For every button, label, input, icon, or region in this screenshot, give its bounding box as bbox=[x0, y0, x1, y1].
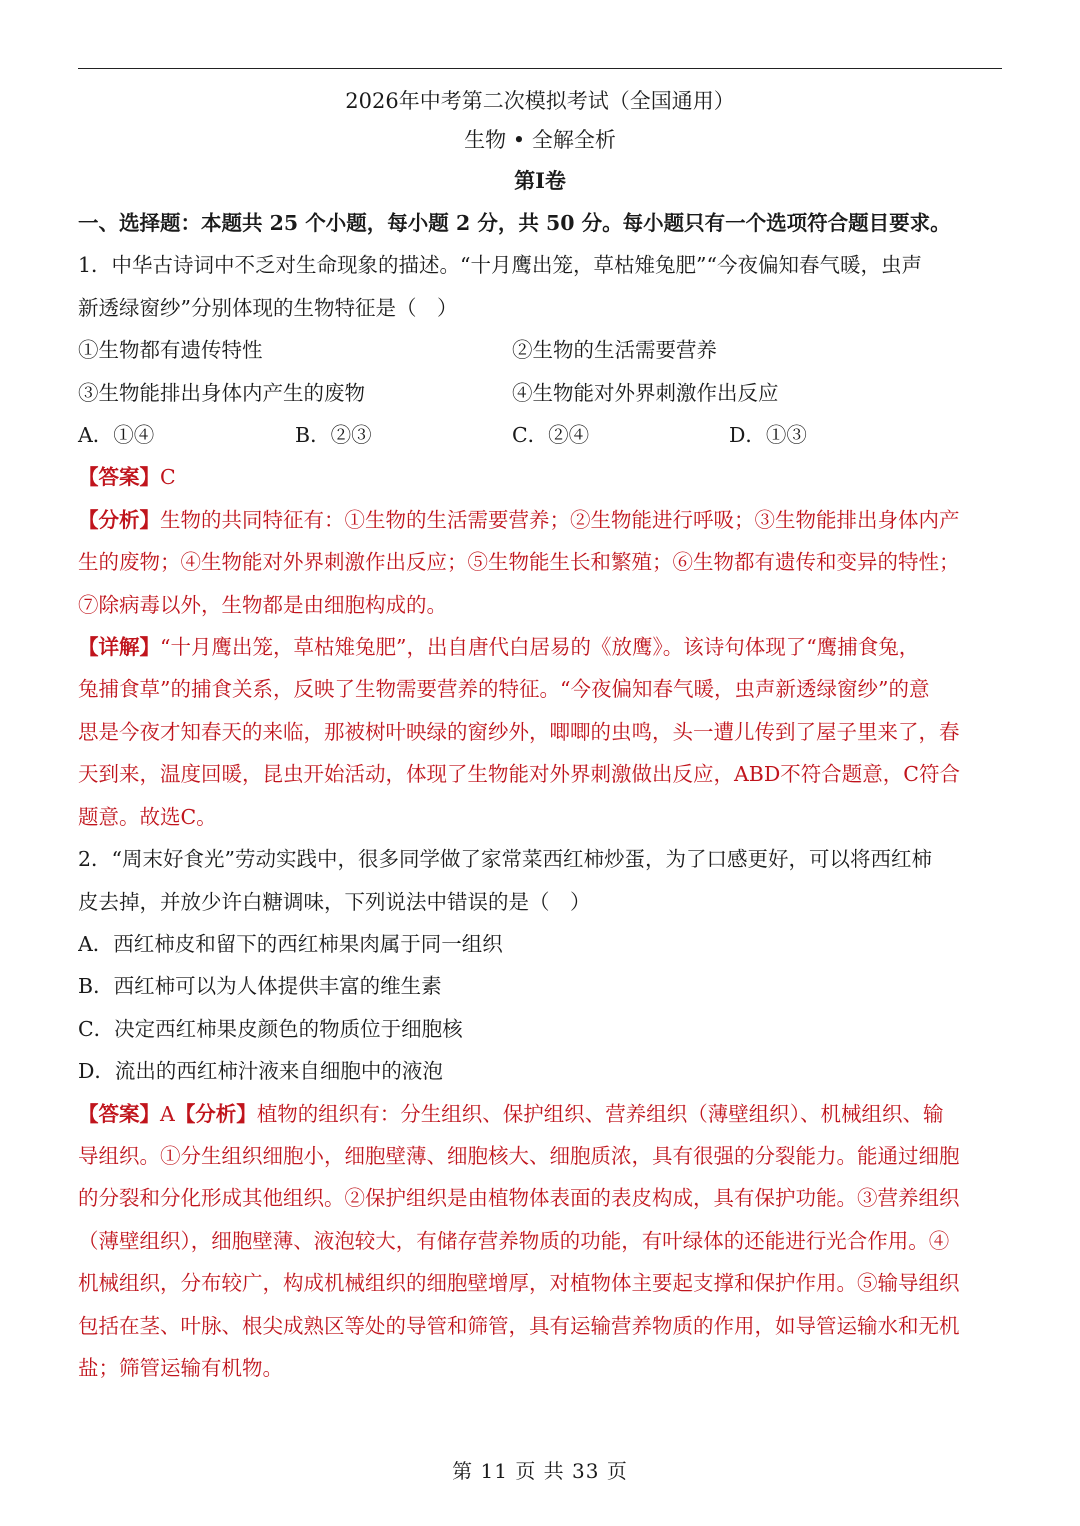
exam-title: 2026年中考第二次模拟考试（全国通用） bbox=[345, 89, 735, 113]
q1-answer bbox=[78, 456, 1002, 498]
q2-answer-value: A bbox=[160, 1101, 175, 1126]
q1-option-c: C．②④ bbox=[512, 423, 590, 448]
detail-tag: 【详解】 bbox=[78, 635, 160, 660]
q1-option-d: D．①③ bbox=[729, 423, 807, 448]
q2-answer-analysis-line-1 bbox=[78, 1093, 1002, 1135]
answer-tag: 【答案】 bbox=[78, 1101, 160, 1126]
q2-stem-line-2: 皮去掉，并放少许白糖调味，下列说法中错误的是（ ） bbox=[78, 889, 591, 914]
q1-detail-text-1: “十月鹰出笼，草枯雉兔肥”，出自唐代白居易的《放鹰》。该诗句体现了“鹰捕食兔， bbox=[160, 635, 920, 660]
q2-stem-line-1: 2．“周末好食光”劳动实践中，很多同学做了家常菜西红柿炒蛋，为了口感更好，可以将西红柿 bbox=[78, 847, 933, 872]
analysis-tag: 【分析】 bbox=[78, 507, 160, 532]
q1-statement-2: ②生物的生活需要营养 bbox=[512, 338, 717, 363]
q1-detail-line-1 bbox=[78, 626, 1002, 668]
q1-statement-3: ③生物能排出身体内产生的废物 bbox=[78, 380, 365, 405]
q2-analysis-text-1: 植物的组织有：分生组织、保护组织、营养组织（薄壁组织）、机械组织、输 bbox=[256, 1101, 944, 1126]
q2-option-d: D．流出的西红柿汁液来自细胞中的液泡 bbox=[78, 1059, 443, 1084]
q1-statement-1: ①生物都有遗传特性 bbox=[78, 338, 263, 363]
analysis-tag: 【分析】 bbox=[174, 1101, 257, 1126]
q1-option-b: B．②③ bbox=[295, 423, 372, 448]
q1-detail-line-2: 兔捕食草”的捕食关系，反映了生物需要营养的特征。“今夜偏知春气暖，虫声新透绿窗纱”的意 bbox=[78, 677, 930, 702]
q1-statements-row-1 bbox=[78, 329, 1002, 371]
q1-analysis-line-2: 生的废物；④生物能对外界刺激作出反应；⑤生物能生长和繁殖；⑥生物都有遗传和变异的特性； bbox=[78, 550, 960, 575]
volume-heading: 第I卷 bbox=[514, 168, 566, 193]
answer-tag: 【答案】 bbox=[78, 465, 160, 490]
q2-option-c: C．决定西红柿果皮颜色的物质位于细胞核 bbox=[78, 1016, 463, 1041]
q2-option-b: B．西红柿可以为人体提供丰富的维生素 bbox=[78, 974, 442, 999]
q1-detail-line-3: 思是今夜才知春天的来临，那被树叶映绿的窗纱外，唧唧的虫鸣，头一遭儿传到了屋子里来了，春 bbox=[78, 719, 960, 744]
q1-answer-value: C bbox=[160, 465, 176, 490]
section-heading: 一、选择题：本题共 25 个小题，每小题 2 分，共 50 分。每小题只有一个选项符合题目要求。 bbox=[78, 211, 951, 235]
q2-analysis-line-5: 机械组织，分布较广，构成机械组织的细胞壁增厚，对植物体主要起支撑和保护作用。⑤输导组织 bbox=[78, 1271, 960, 1296]
q1-statements-row-2 bbox=[78, 372, 1002, 414]
exam-subtitle: 生物 • 全解全析 bbox=[464, 128, 616, 152]
q2-analysis-line-4: （薄壁组织），细胞壁薄、液泡较大，有储存营养物质的功能，有叶绿体的还能进行光合作用。④ bbox=[78, 1228, 950, 1253]
page-content bbox=[78, 80, 1002, 1389]
q1-stem-line-1: 1．中华古诗词中不乏对生命现象的描述。“十月鹰出笼，草枯雉兔肥”“今夜偏知春气暖，虫声 bbox=[78, 253, 922, 278]
page-number: 第 11 页 共 33 页 bbox=[452, 1459, 628, 1483]
q2-analysis-line-7: 盐；筛管运输有机物。 bbox=[78, 1355, 283, 1380]
q2-analysis-line-6: 包括在茎、叶脉、根尖成熟区等处的导管和筛管，具有运输营养物质的作用，如导管运输水和无机 bbox=[78, 1313, 960, 1338]
header-rule bbox=[78, 68, 1002, 69]
q2-analysis-line-2: 导组织。①分生组织细胞小，细胞壁薄、细胞核大、细胞质浓，具有很强的分裂能力。能通过细胞 bbox=[78, 1143, 960, 1168]
q1-detail-line-5: 题意。故选C。 bbox=[78, 804, 217, 829]
q2-option-a: A．西红柿皮和留下的西红柿果肉属于同一组织 bbox=[78, 931, 503, 956]
q1-analysis-line-1 bbox=[78, 499, 1002, 541]
q2-analysis-line-3: 的分裂和分化形成其他组织。②保护组织是由植物体表面的表皮构成，具有保护功能。③营养组织 bbox=[78, 1186, 960, 1211]
q1-detail-line-4: 天到来，温度回暖，昆虫开始活动，体现了生物能对外界刺激做出反应，ABD不符合题意，C符合 bbox=[78, 762, 960, 787]
q1-statement-4: ④生物能对外界刺激作出反应 bbox=[512, 380, 779, 405]
q1-analysis-text-1: 生物的共同特征有：①生物的生活需要营养；②生物能进行呼吸；③生物能排出身体内产 bbox=[160, 507, 960, 532]
q1-stem-line-2: 新透绿窗纱”分别体现的生物特征是（ ） bbox=[78, 295, 458, 320]
q1-analysis-line-3: ⑦除病毒以外，生物都是由细胞构成的。 bbox=[78, 592, 447, 617]
q1-option-a: A．①④ bbox=[78, 423, 155, 448]
q1-options bbox=[78, 414, 1002, 456]
